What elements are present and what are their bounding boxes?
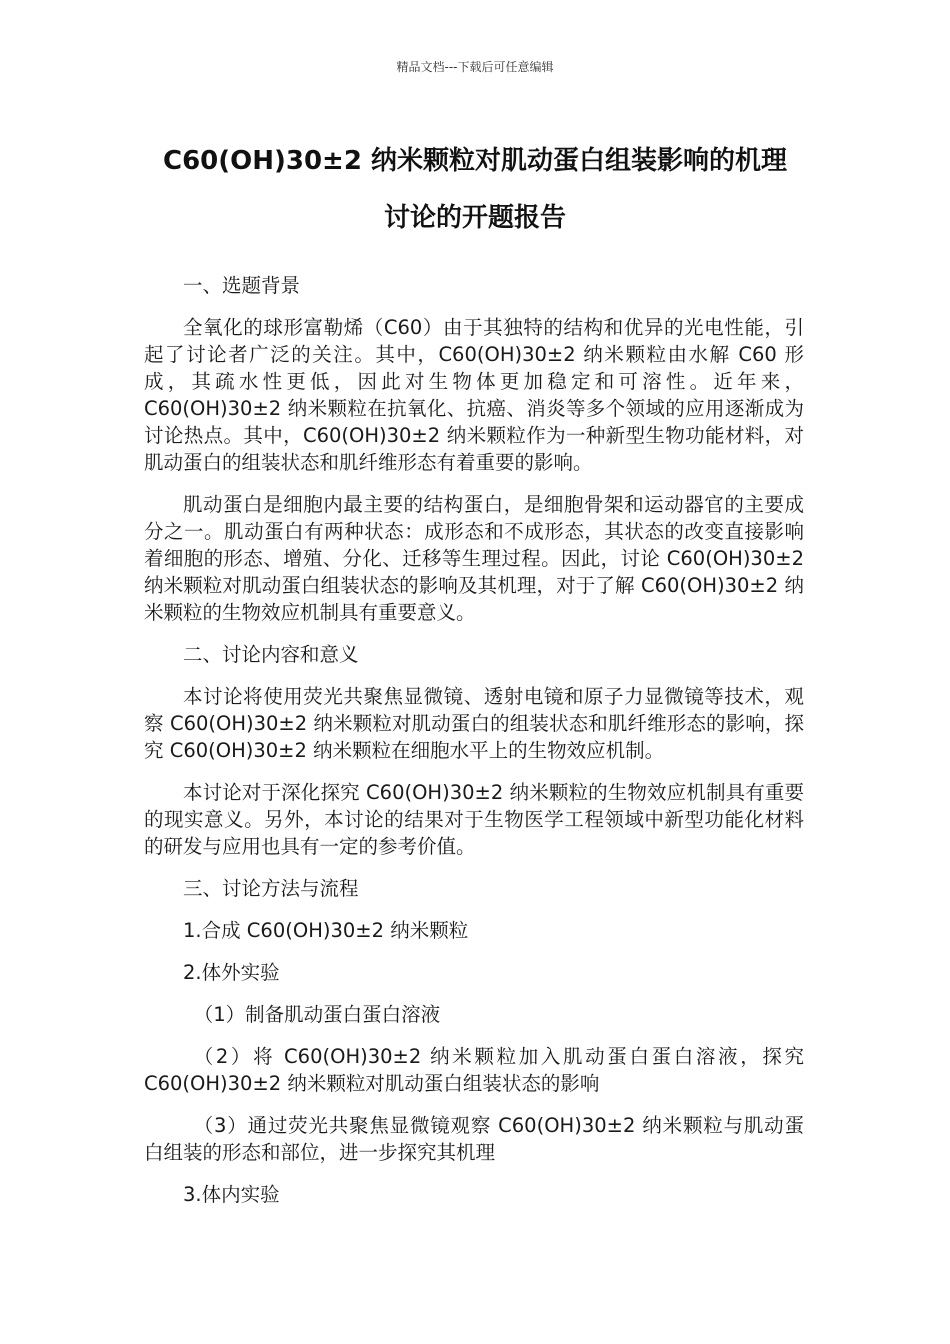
document-title-line-1: C60(OH)30±2 纳米颗粒对肌动蛋白组装影响的机理	[162, 146, 787, 176]
sub-list-item: （3）通过荧光共聚焦显微镜观察 C60(OH)30±2 纳米颗粒与肌动蛋白组装的形态和部位，进一步探究其机理	[144, 1114, 804, 1164]
sub-list-item: （2）将 C60(OH)30±2 纳米颗粒加入肌动蛋白蛋白溶液，探究 C60(OH)30±2 纳米颗粒对肌动蛋白组装状态的影响	[144, 1045, 804, 1095]
section-heading-methods: 三、讨论方法与流程	[183, 877, 359, 900]
list-item: 2.体外实验	[183, 961, 280, 984]
section-heading-content: 二、讨论内容和意义	[183, 643, 359, 666]
paragraph: 本讨论将使用荧光共聚焦显微镜、透射电镜和原子力显微镜等技术，观察 C60(OH)30±2 纳米颗粒对肌动蛋白的组装状态和肌纤维形态的影响，探究 C60(OH)30±2 纳米颗粒在细胞水平上的生物效应机制。	[144, 685, 804, 762]
paragraph: 本讨论对于深化探究 C60(OH)30±2 纳米颗粒的生物效应机制具有重要的现实意义。另外，本讨论的结果对于生物医学工程领域中新型功能化材料的研发与应用也具有一定的参考价值。	[144, 781, 804, 858]
sub-list-item: （1）制备肌动蛋白蛋白溶液	[193, 1003, 441, 1026]
document-body	[144, 272, 804, 1223]
paragraph: 肌动蛋白是细胞内最主要的结构蛋白，是细胞骨架和运动器官的主要成分之一。肌动蛋白有两种状态：成形态和不成形态，其状态的改变直接影响着细胞的形态、增殖、分化、迁移等生理过程。因此，讨论 C60(OH)30±2 纳米颗粒对肌动蛋白组装状态的影响及其机理，对于了解 C60(OH)30±2 纳米颗粒的生物效应机制具有重要意义。	[144, 493, 804, 624]
document-title-line-2: 讨论的开题报告	[383, 203, 566, 233]
list-item: 1.合成 C60(OH)30±2 纳米颗粒	[183, 919, 469, 942]
list-item: 3.体内实验	[183, 1183, 280, 1206]
paragraph: 全氧化的球形富勒烯（C60）由于其独特的结构和优异的光电性能，引起了讨论者广泛的关注。其中，C60(OH)30±2 纳米颗粒由水解 C60 形成，其疏水性更低，因此对生物体更加稳定和可溶性。近年来，C60(OH)30±2 纳米颗粒在抗氧化、抗癌、消炎等多个领域的应用逐渐成为讨论热点。其中，C60(OH)30±2 纳米颗粒作为一种新型生物功能材料，对肌动蛋白的组装状态和肌纤维形态有着重要的影响。	[144, 316, 804, 474]
section-heading-background: 一、选题背景	[183, 274, 301, 297]
page-header: 精品文档---下载后可任意编辑	[396, 60, 554, 74]
